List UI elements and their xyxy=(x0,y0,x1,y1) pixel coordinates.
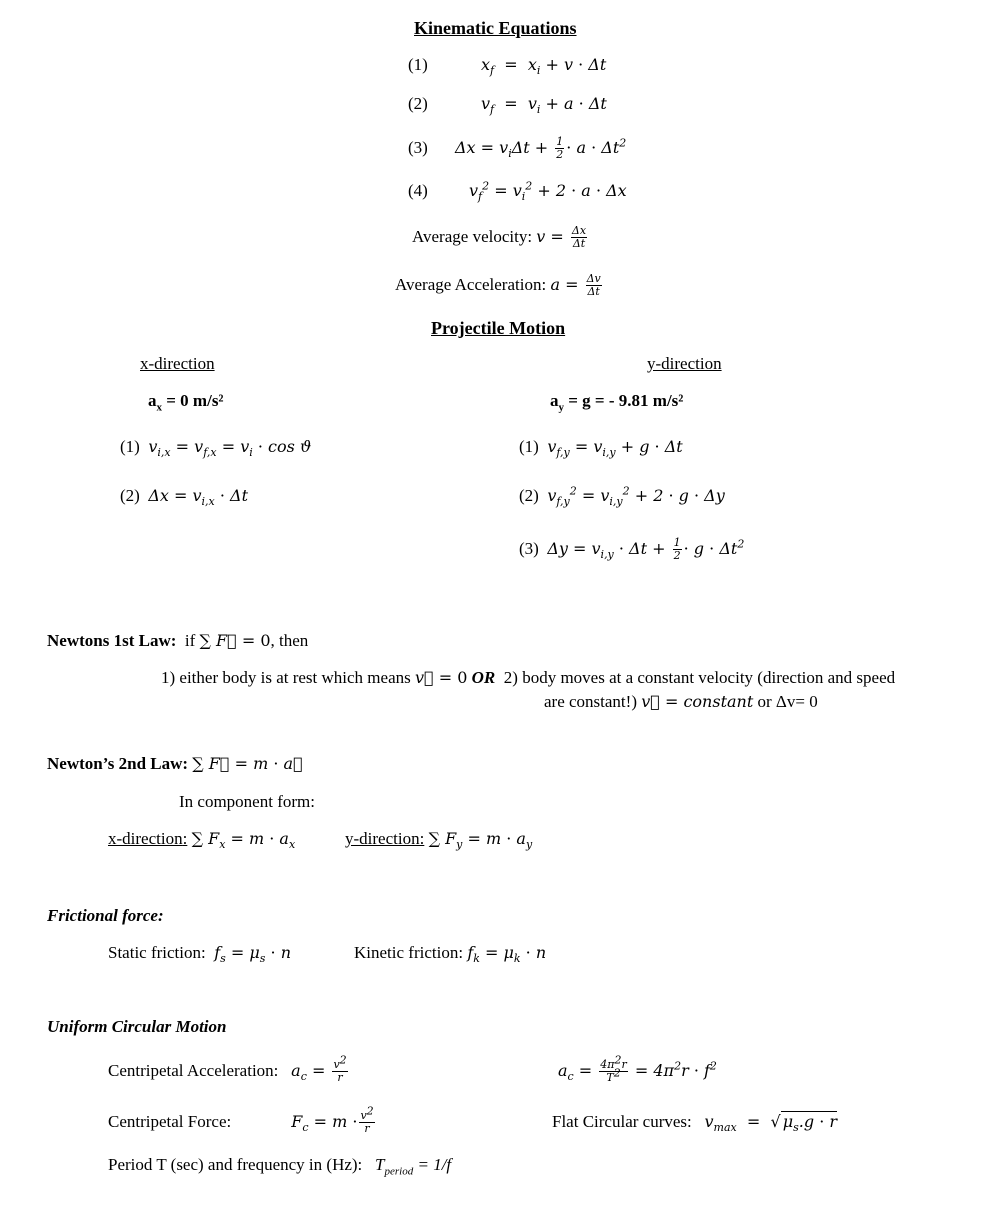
newton1-title: Newtons 1st Law: xyxy=(47,631,177,650)
static-friction: Static friction: $f_s = \mu_s \cdot n$ xyxy=(108,943,292,966)
kinematic-eq-4: $v_f^2 = v_i^2 + 2 \cdot a \cdot \Delta x$ xyxy=(469,179,627,204)
newton1-item1: 1) either body is at rest which means xyxy=(161,668,411,687)
eq-number: (1) xyxy=(408,55,428,74)
newton2-x-label: x-direction xyxy=(108,829,183,848)
x-direction-heading: x-direction xyxy=(140,354,215,373)
period-label: Period T (sec) and frequency in (Hz): xyxy=(108,1155,363,1174)
period-frequency: Period T (sec) and frequency in (Hz): $T_{period} = 1/f$ xyxy=(108,1155,452,1178)
newton2-statement: Newton’s 2nd Law: ∑ F⃗ = m · a⃗ xyxy=(47,754,303,773)
newton1-condition-suffix: , then xyxy=(270,631,309,650)
circular-title: Uniform Circular Motion xyxy=(47,1017,227,1036)
newton1-line2: are constant!) v⃗ = constant or Δv= 0 xyxy=(544,692,818,711)
flat-circular-curves: Flat Circular curves: $v_{max}$ = √ $\mu_s.g \cdot r$ xyxy=(552,1112,838,1135)
eq-number: (4) xyxy=(408,181,428,200)
projectile-x-eq-2: (2) $\Delta x = v_{i,x} \cdot \Delta t$ xyxy=(120,486,249,509)
eq-number: (2) xyxy=(408,94,428,113)
newton1-line2-suffix: or Δv= 0 xyxy=(757,692,818,711)
eq-number: (3) xyxy=(519,539,539,558)
average-acceleration-label: Average Acceleration: xyxy=(395,275,547,294)
average-velocity: Average velocity: v = $\frac{\Delta x}{\Delta t}$ xyxy=(412,224,587,250)
y-direction-heading: y-direction xyxy=(647,354,722,373)
newton1-or: OR xyxy=(471,668,496,687)
eq-number: (1) xyxy=(120,437,140,456)
projectile-y-eq-2: (2) $v_{f,y}^2 = v_{i,y}^2 + 2 \cdot g \cdot \Delta y$ xyxy=(519,484,725,509)
kinematic-eq-3: $\Delta x = v_i\Delta t$ + $\frac{1}{2}$ · $a \cdot \Delta t^2$ xyxy=(455,135,627,161)
average-velocity-label: Average velocity: xyxy=(412,227,533,246)
kinetic-friction: Kinetic friction: $f_k = \mu_k \cdot n$ xyxy=(354,943,547,966)
kinetic-friction-label: Kinetic friction: xyxy=(354,943,464,962)
newton2-x-component: x-direction: ∑ $F_x = m \cdot a_x$ xyxy=(108,829,296,852)
y-acceleration: $a_y = g$ = - 9.81 m/s² xyxy=(550,391,684,414)
eq-number: (1) xyxy=(519,437,539,456)
centripetal-acceleration-alt: $a_c$ = $\frac{4\pi^2r}{T^2}$ = $4\pi^2r \cdot f^2$ xyxy=(558,1053,717,1084)
newton2-component-form: In component form: xyxy=(179,792,315,811)
newton2-title: Newton’s 2nd Law: xyxy=(47,754,189,773)
newton1-statement: Newtons 1st Law: if ∑ F⃗ = 0, then xyxy=(47,631,309,650)
x-acceleration-value: = 0 m/s² xyxy=(166,391,224,410)
kinematic-eq-1: $x_f = x_i + v \cdot \Delta t$ xyxy=(481,55,607,78)
flat-circular-curves-label: Flat Circular curves: xyxy=(552,1112,692,1131)
kinematic-eq-2: $v_f = v_i + a \cdot \Delta t$ xyxy=(481,94,607,117)
eq-number: (3) xyxy=(408,138,428,157)
newton1-condition-prefix: if xyxy=(184,631,196,650)
projectile-y-eq-1: (1) $v_{f,y} = v_{i,y} + g \cdot \Delta t$ xyxy=(519,437,683,460)
projectile-title: Projectile Motion xyxy=(431,318,566,338)
newton1-line1: 1) either body is at rest which means v⃗ = 0 OR 2) body moves at a constant velocity (direction and speed xyxy=(161,668,896,687)
period-formula-rhs: = 1/f xyxy=(417,1155,452,1174)
centripetal-acceleration-label: Centripetal Acceleration: xyxy=(108,1061,279,1080)
y-acceleration-value: = g = - 9.81 m/s² xyxy=(568,391,684,410)
x-acceleration: $a_x = 0$ m/s² xyxy=(148,391,224,414)
friction-title: Frictional force: xyxy=(47,906,164,925)
eq-number: (2) xyxy=(519,486,539,505)
centripetal-force: Centripetal Force: $F_c = m$ · $\frac{v^2}{r}$ xyxy=(108,1104,374,1135)
centripetal-acceleration: Centripetal Acceleration: $a_c$ = $\frac{v^2}{r}$ xyxy=(108,1053,347,1084)
kinematics-title: Kinematic Equations xyxy=(414,18,577,38)
newton2-y-label: y-direction: xyxy=(345,829,425,848)
newton1-line2-prefix: are constant!) xyxy=(544,692,637,711)
eq-number: (2) xyxy=(120,486,140,505)
average-acceleration: Average Acceleration: a = $\frac{\Delta v}{\Delta t}$ xyxy=(395,272,601,298)
newton1-item2: 2) body moves at a constant velocity (direction and speed xyxy=(503,668,896,687)
static-friction-label: Static friction: xyxy=(108,943,206,962)
projectile-x-eq-1: (1) $v_{i,x} = v_{f,x} = v_i \cdot \cos ϑ$ xyxy=(120,437,312,460)
newton2-y-component: y-direction: ∑ $F_y = m \cdot a_y$ xyxy=(345,829,533,852)
centripetal-force-label: Centripetal Force: xyxy=(108,1112,232,1131)
projectile-y-eq-3: (3) $\Delta y = v_{i,y} \cdot \Delta t$ + $\frac{1}{2}$ · $g \cdot \Delta t^2$ xyxy=(519,536,745,562)
